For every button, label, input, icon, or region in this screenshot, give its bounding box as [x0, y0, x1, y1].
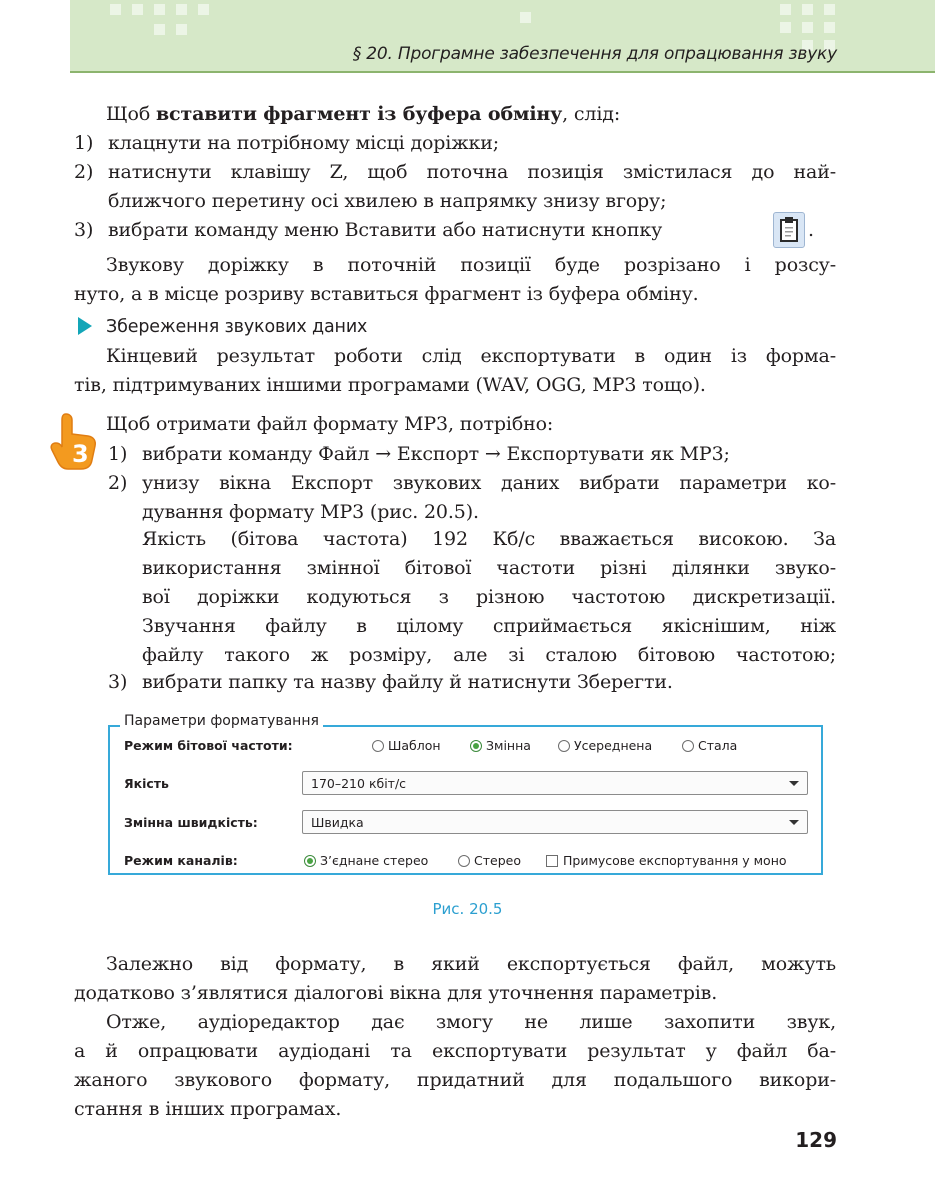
section-heading: Збереження звукових даних	[106, 317, 368, 337]
decor-square	[176, 24, 187, 35]
clipboard-paste-icon-graphic	[774, 213, 804, 247]
list-number: 3)	[74, 219, 94, 241]
radio-variable-label[interactable]: Змінна	[486, 738, 531, 753]
decor-square	[132, 4, 143, 15]
radio-average[interactable]	[558, 740, 570, 752]
mp3-step-2-line-1: унизу вікна Експорт звукових даних вибрати параметри ко-	[142, 472, 836, 494]
paste-intro-tail: , слід:	[562, 103, 621, 125]
quality-select[interactable]	[302, 771, 808, 795]
clipboard-paste-icon	[773, 212, 805, 248]
list-number: 1)	[108, 443, 128, 465]
header-rule	[70, 71, 935, 73]
mp3-step-1: вибрати команду Файл → Експорт → Експортувати як MP3;	[142, 443, 730, 465]
conclusion-p1-line-2: додатково з’являтися діалогові вікна для уточнення параметрів.	[74, 982, 718, 1004]
radio-average-label[interactable]: Усереднена	[574, 738, 653, 753]
mp3-note-line-5: файлу такого ж розміру, але зі сталою бітовою частотою;	[142, 644, 836, 666]
conclusion-p2-line-1: Отже, аудіоредактор дає змогу не лише захопити звук,	[106, 1011, 836, 1033]
decor-square	[802, 22, 813, 33]
paste-step-2-line-1: натиснути клавішу Z, щоб поточна позиція змістилася до най-	[108, 161, 836, 183]
conclusion-p2-line-4: стання в інших програмах.	[74, 1098, 342, 1120]
mp3-intro: Щоб отримати файл формату MP3, потрібно:	[106, 413, 554, 435]
mp3-note-line-3: вої доріжки кодуються з різною частотою дискретизації.	[142, 586, 836, 608]
decor-square	[824, 22, 835, 33]
running-head: § 20. Програмне забезпечення для опрацювання звуку	[352, 44, 837, 64]
bitrate-mode-label: Режим бітової частоти:	[124, 738, 293, 753]
paste-step-2-line-2: ближчого перетину осі хвилею в напрямку знизу вгору;	[108, 190, 667, 212]
radio-template[interactable]	[372, 740, 384, 752]
paste-step-3: вибрати команду меню Вставити або натиснути кнопку	[108, 219, 663, 241]
paste-result-line-1: Звукову доріжку в поточній позиції буде розрізано і розсу-	[106, 254, 836, 276]
conclusion-p1-line-1: Залежно від формату, в який експортується файл, можуть	[106, 953, 836, 975]
radio-constant-label[interactable]: Стала	[698, 738, 738, 753]
decor-square	[802, 4, 813, 15]
decor-square	[154, 4, 165, 15]
figure-caption: Рис. 20.5	[432, 900, 503, 918]
decor-square	[824, 4, 835, 15]
radio-variable[interactable]	[470, 740, 482, 752]
decor-square	[176, 4, 187, 15]
force-mono-label[interactable]: Примусове експортування у моно	[563, 853, 787, 868]
radio-joint-stereo-label[interactable]: З’єднане стерео	[320, 853, 429, 868]
conclusion-p2-line-3: жаного звукового формату, придатний для подальшого викори-	[74, 1069, 836, 1091]
quality-label: Якість	[124, 776, 169, 791]
save-text-line-1: Кінцевий результат роботи слід експортувати в один із форма-	[106, 345, 836, 367]
mp3-note-line-1: Якість (бітова частота) 192 Кб/с вважається високою. За	[142, 528, 836, 550]
conclusion-p2-line-2: а й опрацювати аудіодані та експортувати результат у файл ба-	[74, 1040, 836, 1062]
paste-result-line-2: нуто, а в місце розриву вставиться фрагмент із буфера обміну.	[74, 283, 699, 305]
mp3-note-line-2: використання змінної бітової частоти різні ділянки звуко-	[142, 557, 836, 579]
decor-square	[154, 24, 165, 35]
decor-square	[110, 4, 121, 15]
panel-legend: Параметри форматування	[120, 713, 323, 729]
list-number: 1)	[74, 132, 94, 154]
paste-step-1: клацнути на потрібному місці доріжки;	[108, 132, 500, 154]
force-mono-checkbox[interactable]	[546, 855, 558, 867]
radio-joint-stereo[interactable]	[304, 855, 316, 867]
decor-square	[780, 22, 791, 33]
mp3-step-3: вибрати папку та назву файлу й натиснути Зберегти.	[142, 671, 673, 693]
decor-square	[780, 4, 791, 15]
mp3-step-2-line-2: дування формату MP3 (рис. 20.5).	[142, 501, 479, 523]
radio-stereo[interactable]	[458, 855, 470, 867]
decor-square	[520, 12, 531, 23]
chevron-down-icon	[789, 781, 799, 786]
page-number: 129	[795, 1128, 837, 1152]
radio-stereo-label[interactable]: Стерео	[474, 853, 521, 868]
section-marker-icon	[78, 317, 92, 335]
save-text-line-2: тів, підтримуваних іншими програмами (WAV, OGG, MP3 тощо).	[74, 374, 706, 396]
list-number: 3)	[108, 671, 128, 693]
chevron-down-icon	[789, 820, 799, 825]
paste-intro	[106, 100, 620, 129]
paste-intro-text: Щоб	[106, 103, 156, 125]
paste-intro-bold: вставити фрагмент із буфера обміну	[156, 103, 563, 125]
quality-select-value: 170–210 кбіт/с	[311, 776, 407, 791]
list-number: 2)	[108, 472, 128, 494]
variable-speed-select[interactable]	[302, 810, 808, 834]
decor-square	[198, 4, 209, 15]
channel-mode-label: Режим каналів:	[124, 853, 238, 868]
step-marker-number: 3	[72, 440, 89, 468]
speed-select-value: Швидка	[311, 815, 364, 830]
mp3-note-line-4: Звучання файлу в цілому сприймається якіснішим, ніж	[142, 615, 836, 637]
list-number: 2)	[74, 161, 94, 183]
paste-step-3-end: .	[808, 219, 814, 241]
radio-template-label[interactable]: Шаблон	[388, 738, 441, 753]
variable-speed-label: Змінна швидкість:	[124, 815, 258, 830]
radio-constant[interactable]	[682, 740, 694, 752]
pointing-hand-icon	[48, 412, 100, 470]
